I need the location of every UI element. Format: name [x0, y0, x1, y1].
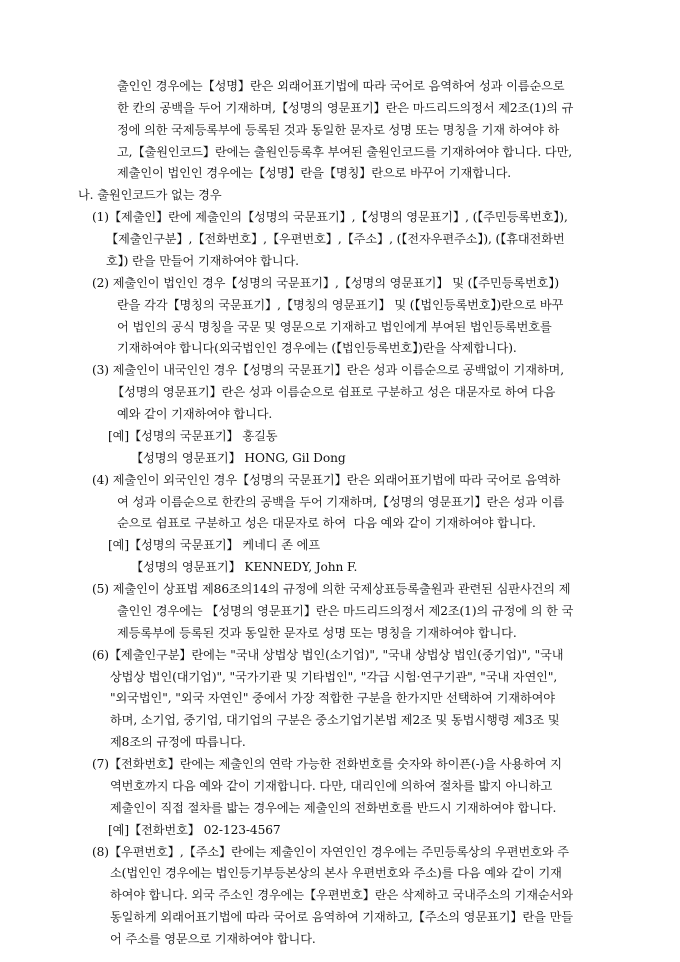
item-7-line: (7)【전화번호】란에는 제출인의 연락 가능한 전화번호를 숫자와 하이픈(-)을 사용하여 지 [92, 757, 562, 771]
item-8-line: 어 주소를 영문으로 기재하여야 합니다. [110, 932, 316, 946]
item-2-line: 란을 각각【명칭의 국문표기】,【명칭의 영문표기】 및 (【법인등록번호】)란으로 바꾸 [117, 298, 564, 312]
item-2-line: 어 법인의 공식 명칭을 국문 및 영문으로 기재하고 법인에게 부여된 법인등록번호를 [117, 320, 552, 334]
item-5-line: 제등록부에 등록된 것과 동일한 문자로 성명 또는 명칭을 기재하여야 합니다. [117, 626, 517, 640]
item-4-line: 순으로 쉼표로 구분하고 성은 대문자로 하여 다음 예와 같이 기재하여야 합니다. [117, 516, 536, 530]
item-6-line: 제8조의 규정에 따릅니다. [110, 735, 246, 749]
item-4-line: 여 성과 이름순으로 한칸의 공백을 두어 기재하며,【성명의 영문표기】란은 성과 이름 [117, 495, 565, 509]
item-6-line: 상법상 법인(대기업)", "국가기관 및 기타법인", "각급 시험·연구기관", "국내 자연인", [110, 670, 558, 684]
paragraph-line: 제출인이 법인인 경우에는【성명】란을【명칭】란으로 바꾸어 기재합니다. [117, 166, 512, 180]
item-7-line: 역번호까지 다음 예와 같이 기재합니다. 다만, 대리인에 의하여 절차를 밟지 아니하고 [110, 779, 553, 793]
item-8-line: (8)【우편번호】,【주소】란에는 제출인이 자연인인 경우에는 주민등록상의 우편번호와 주 [92, 845, 569, 859]
item-1-line: (1)【제출인】란에 제출인의【성명의 국문표기】,【성명의 영문표기】, (【주민등록번호】), [92, 210, 568, 224]
item-1-line: 호】) 란을 만들어 기재하여야 합니다. [106, 254, 299, 268]
item-3-line: 예와 같이 기재하여야 합니다. [117, 407, 273, 421]
item-6-line: (6)【제출인구분】란에는 "국내 상법상 법인(소기업)", "국내 상법상 법인(중기업)", "국내 [92, 648, 564, 662]
item-2-line: 기재하여야 합니다(외국법인인 경우에는 (【법인등록번호】)란을 삭제합니다). [117, 341, 517, 355]
item-3-line: (3) 제출인이 내국인인 경우【성명의 국문표기】란은 성과 이름순으로 공백없이 기재하며, [92, 363, 564, 377]
item-6-line: 하며, 소기업, 중기업, 대기업의 구분은 중소기업기본법 제2조 및 동법시행령 제3조 및 [110, 713, 560, 727]
item-3-line: 【성명의 영문표기】란은 성과 이름순으로 쉼표로 구분하고 성은 대문자로 하여 다음 [112, 385, 556, 399]
example-line: [예]【성명의 국문표기】 케네디 존 에프 [108, 538, 321, 552]
paragraph-line: 출인인 경우에는【성명】란은 외래어표기법에 따라 국어로 음역하여 성과 이름순으로 [117, 79, 565, 93]
paragraph-line: 고,【출원인코드】란에는 출원인등록후 부여된 출원인코드를 기재하여야 합니다. 다만, [117, 145, 573, 159]
item-6-line: "외국법인", "외국 자연인" 중에서 가장 적합한 구분을 한가지만 선택하여 기재하여야 [110, 691, 555, 705]
example-line: [예]【전화번호】 02-123-4567 [108, 823, 281, 837]
example-line: [예]【성명의 국문표기】 홍길동 [108, 429, 278, 443]
item-8-line: 하여야 합니다. 외국 주소인 경우에는【우편번호】란은 삭제하고 국내주소의 기재순서와 [110, 888, 573, 902]
item-1-line: 【제출인구분】,【전화번호】,【우편번호】,【주소】, (【전자우편주소】), (【휴대전화번 [106, 232, 565, 246]
item-5-line: (5) 제출인이 상표법 제86조의14의 규정에 의한 국제상표등록출원과 관련된 심판사건의 제 [92, 582, 571, 596]
item-5-line: 출인인 경우에는 【성명의 영문표기】란은 마드리드의정서 제2조(1)의 규정에 의 한 국 [117, 604, 574, 618]
item-2-line: (2) 제출인이 법인인 경우【성명의 국문표기】,【성명의 영문표기】 및 (【주민등록번호】) [92, 276, 559, 290]
item-8-line: 동일하게 외래어표기법에 따라 국어로 음역하여 기재하고,【주소의 영문표기】란을 만들 [110, 910, 573, 924]
item-8-line: 소(법인인 경우에는 법인등기부등본상의 본사 우편번호와 주소)를 다음 예와 같이 기재 [110, 866, 562, 880]
paragraph-line: 정에 의한 국제등록부에 등록된 것과 동일한 문자로 성명 또는 명칭을 기재 하여야 하 [117, 123, 560, 137]
paragraph-line: 한 칸의 공백을 두어 기재하며,【성명의 영문표기】란은 마드리드의정서 제2조(1)의 규 [117, 101, 574, 115]
example-line: 【성명의 영문표기】 KENNEDY, John F. [131, 560, 358, 574]
section-heading: 나. 출원인코드가 없는 경우 [78, 188, 222, 202]
item-4-line: (4) 제출인이 외국인인 경우【성명의 국문표기】란은 외래어표기법에 따라 국어로 음역하 [92, 473, 561, 487]
example-line: 【성명의 영문표기】 HONG, Gil Dong [131, 451, 346, 465]
item-7-line: 제출인이 직접 절차를 밟는 경우에는 제출인의 전화번호를 반드시 기재하여야 합니다. [110, 801, 557, 815]
